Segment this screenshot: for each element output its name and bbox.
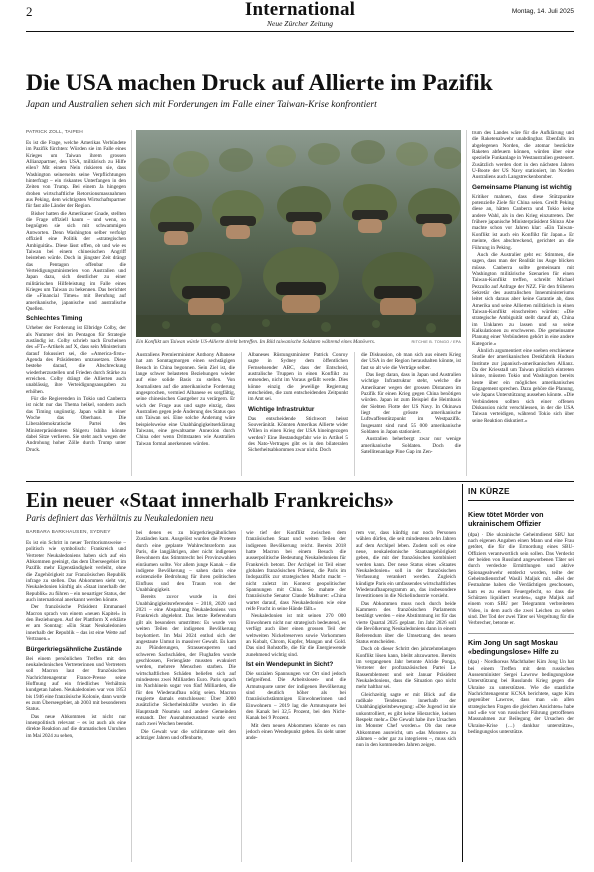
article1-col5: [472, 130, 574, 476]
page-number: 2: [26, 4, 33, 19]
paragraph: wie tief der Konflikt zwischen dem französischen Staat und weiten Teilen der indigenen Bevölkerung reicht. Bereits 2018 hatte Macron bei einem Besuch die ausserpolitische Bedeutung Neukaledoniens für Frankreich betont. Der Archipel ist Teil einer globalen französischen Präsenz, die Paris im Indopazifik zur strategischen Macht macht – nicht zuletzt im Kontext geopolitischer Spannungen mit China. So mahnte der französische Senator Claude Malhuret: «China wartet darauf, dass Neukaledonien wie eine reife Frucht in seine Hände fällt.»: [246, 530, 346, 613]
column-divider: [241, 530, 242, 862]
paragraph: Doch ob dieser Schritt den jahrzehntelangen Konflikt lösen kann, bleibt abzuwarten. Bereits im vergangenen Jahr betonte Alcide Ponga, Vertreter der profranzösischen Partei Le Rassemblement und seit Januar Präsident Neukaledoniens, dass die Situation quo nicht mehr haltbar sei.: [356, 646, 456, 691]
masthead: [26, 0, 574, 30]
subheading: Gemeinsame Planung ist wichtig: [472, 183, 572, 191]
paragraph: Die sozialen Spannungen vor Ort sind jedoch tiefgreifend. Die Arbeitslosen- und die Armutsquote unter der indigenen Bevölkerung sind deutlich höher als bei französischstämmigen Einwohnerinnen und Einwohnern – 2019 lag die Armutsquote bei den Kanak bei 32,5 Prozent, bei den Nicht-Kanak bei 9 Prozent.: [246, 670, 346, 722]
brief-section-title: IN KÜRZE: [468, 484, 574, 501]
column-divider: [131, 530, 132, 862]
article2-col4: [356, 530, 456, 862]
subheading: Bürgerkriegsähnliche Zustände: [26, 645, 122, 653]
article1-subhead: Japan und Australien sehen sich mit Forderungen im Falle einer Taiwan-Krise konfrontiert: [26, 99, 377, 110]
paragraph: Der französische Präsident Emmanuel Macron sprach von einem «neuen Kapitel» in den Beziehungen. Auf der Plattform X erklärte er am Sonntag: «Ein Staat Neukaledonien innerhalb der Republik – das ist eine Wette auf Vertrauen.»: [26, 604, 126, 643]
article-separator: [26, 481, 574, 482]
article1-col1: [26, 140, 126, 475]
soldiers-photo-image: [136, 130, 461, 337]
column-divider: [351, 530, 352, 862]
paper-name: Neue Zürcher Zeitung: [267, 19, 333, 28]
photo-credit: RITCHIE B. TONGO / EPA: [411, 340, 461, 344]
article2-subhead: Paris definiert das Verhältnis zu Neukaledonien neu: [26, 513, 214, 523]
brief-panel: [468, 484, 574, 862]
subheading: Wichtige Infrastruktur: [248, 405, 315, 413]
brief-divider: [468, 633, 574, 634]
paragraph: Es ist ein Schritt in neuer Territoriumsweise – politisch wie symbolisch: Frankreich und Vertreter Neukaledoniens haben sich auf ein Abkommen geeinigt, das dem Überseegebiet im Pazifik mehr Eigenständigkeit verleiht, ohne die Zugehörigkeit zur Französischen Republik infrage zu stellen. Das Abkommen sieht vor, Neukaledonien künftig als «Staat innerhalb der Republik» zu führen – ein neuartiger Status, der auch international anerkannt werden könnte.: [26, 540, 126, 604]
article1-photo-caption: [136, 339, 461, 345]
paragraph: Ähnlich argumentiert eine soeben erschienene Studie der amerikanischen Denkfabrik Hudson Institute zur japanisch-amerikanischen Allianz. Da der Kriesstall um Taiwan plötzlich eintreten könne, müssten Tokio und Washington bereits heute über ein mögliches amerikanisches Engagement sprechen. Dazu gehöre die Planung, wie Japans Unterstützung aussehen könnte. «Die Verbündeten sollten sich einer offenen Diskussion nicht verschliessen, in der die USA Taiwan verteidigen, während Tokio sich über seine Reaktion diskutiert.»: [472, 348, 574, 424]
brief-item-text: (dpa) · Nordkoreas Machthaber Kim Jong Un hat bei einem Treffen mit dem russischen Aussenminister Sergei Lawrow bedingungslose Unterstützung bei Russlands Krieg gegen die Ukraine zu unterstützen. Wie die staatliche Nachrichtenagentur KCNA berichtete, sagte Kim gegenüber Lawrow, dass man «in allen strategischen Fragen die gleichen Ansichten» habe und «die vor von russischer Führung getroffenen Massnahmen zur Beilegung der Ursachen der Ukraine-Krise (…) dankbar unterstütze», bedingungslos unterstütze.: [468, 659, 574, 736]
column-divider: [131, 130, 132, 476]
article2-col3: [246, 530, 346, 862]
paragraph: Die Gewalt war die schlimmste seit den achtziger Jahren und offenbarte,: [136, 728, 236, 741]
article2-headline: Ein neuer «Staat innerhalb Frankreichs»: [26, 488, 394, 512]
brief-item-title: Kim Jong Un sagt Moskau «bedingungslose» Hilfe zu: [468, 637, 559, 656]
caption-text: Ein Konflikt um Taiwan würde US-Allierte direkt betreffen. Im Bild taiwanische Soldaten während eines Manövers.: [136, 339, 376, 345]
article2-col1: [26, 540, 126, 862]
paragraph: Das liegt daran, dass in Japan und Australien wichtige Infrastruktur steht, welche die Amerikaner wegen der grossen Distanzen im Pazifik für einen Krieg gegen China benötigen würden. Japan ist zum Beispiel die Heimbasis der Siebten Flotte der US Navy. In Okinawa liegt der grösste amerikanische Luftwaffenstützpunkt im Westpazifik. Insgesamt sind rund 55 000 amerikanische Soldaten in Japan stationiert.: [361, 372, 461, 436]
paragraph: Das Abkommen muss noch durch beide Kammern des französischen Parlaments bestätigt werden – eine Abstimmung ist für das vierte Quartal 2025 geplant. Im Jahr 2026 soll die Bevölkerung Neukaledoniens dann in einem Referendum über die Umsetzung des neuen Status entscheiden.: [356, 600, 456, 645]
brief-item-text: (dpa) · Die ukrainische Geheimdienst SBU hat nach eigenen Angaben einen Mann und eine Frau getötet, die für die Ermordung eines SBU-Offiziers verantwortlich sein sollen. Das Verdeckt der beiden von Russland angeworbenen Täter sei durch verdeckte Ermittlungen und aktive Spionageabwehr entdeckt worden, teilte der Geheimdienstchef Wasili Maljuk mit. «Bei der Festnahme haben die Verdächtigen geschossen, kam es zu einem Feuergefecht, so dass die Schützen liquidiert wurden», sagte Maljuk auf einem vom SBU per Telegramm verbreiteten Video, in dem auch die zwei Leichen zu sehen sind. Der Tod der zwei Täter sei Vergeltung für die Verbrecher, betonte er.: [468, 531, 574, 627]
paragraph: Australiens Premierminister Anthony Albanese hat am Sonntagmorgen einen sechstägigen Besuch in China begonnen. Sein Ziel ist, die lange schwer belasteten Beziehungen wieder auf eine solide Basis zu stellen. Von Journalisten auf die amerikanische Forderung angesprochen, vermied Albanese es sorgfältig, seine chinesischen Gastgeber zu verärgern. Er wich der Frage aus und sagte einzig, dass Australien gegen jede Änderung des Status quo um Taiwan sei. Eine solche Änderung wäre beispielsweise eine Unabhängigkeitserklärung Taiwans, eine gewaltsame Annexion durch China oder wenn Drittstaaten wie Australien Taiwan formal anerkennen würden.: [136, 352, 235, 447]
paragraph: Gleichzeitig sagte er mit Blick auf die radikale Tendenzen innerhalb der Unabhängigkeitsbewegung: «Die Jugend ist nie unkontrolliert, es gibt keine Hierarchie, keinen Respekt mehr.» Die Gewalt habe ihre Ursachen im Monster Chef worden.» Ob das neue Abkommen ausreicht, um «das Monster» zu zähmen – oder gar zu integrieren –, muss sich nun in den kommenden Jahren zeigen.: [356, 691, 456, 749]
brief-item-title: Kiew tötet Mörder von ukrainischem Offizier: [468, 510, 544, 528]
article2-byline: BARBARA BARKHAUSEN, SYDNEY: [26, 530, 111, 535]
subheading: Ist ein Wendepunkt in Sicht?: [246, 660, 334, 668]
article1-photo: [136, 130, 461, 337]
paragraph: Mit dem neuen Abkommen könnte es nun jedoch einen Wendepunkt geben. Es sieht unter ande-: [246, 722, 346, 742]
paragraph: bei denen es zu bürgerkriegsähnlichen Zuständen kam. Ausgelöst wurden die Proteste durch eine geplante Wahlrechtsreform aus Paris, die langjährigen, aber nicht indigenen Bewohnern das Stimmrecht bei Provinzwahlen einräumen sollte. Vor allem junge Kanak – die indigene Bevölkerung – sahen darin eine existenzielle Bedrohung für ihren politischen Einfluss und den Traum von der Unabhängigkeit.: [136, 530, 236, 594]
column-divider: [466, 130, 467, 476]
issue-date: Montag, 14. Juli 2025: [511, 8, 574, 15]
column-divider: [241, 352, 242, 476]
masthead-rule: [26, 31, 574, 32]
paragraph: Bisher hatten die Amerikaner Gnade, stellten die Frage offiziell kaum – und wenn, so begnügten sie sich mit schwammigen Antworten. Denn Washington selber verfolgt offiziell eine Politik der «strategischen Ambiguität». Diese lässt offen, ob und wie es Taiwan bei einem chinesischen Angriff beistehen würde. Doch in jüngster Zeit drängt das Pentagon offenbar die Verteidigungsministerien von Australien und Japan dazu, sich deutlicher zu einer militärischen Hilfeleistung im Falle eines Krieges um Taiwan zu bekennen. Das berichtet die «Financial Times» mit Berufung auf amerikanische, japanische und australische Quellen.: [26, 210, 126, 312]
subheading: Schlechtes Timing: [26, 315, 83, 323]
article1-col3: [248, 352, 348, 476]
paragraph: Das neue Abkommen ist nicht nur innenpolitisch relevant – es ist auch als eine direkte Reaktion auf die dramatischen Unruhen im Mai 2024 zu sehen,: [26, 713, 126, 739]
paragraph: Es ist die Frage, welche Amerikas Verbündete im Pazifik fürchten: Würden sie im Falle eines Krieges um Taiwan ihrem grossen Allianzpartner, den USA, militärisch zu Hilfe eilen? Mit einem Nein riskieren sie, dass Washington seinerseits seine Verpflichtungen hinterfragt – ein riskantes Unterfangen in den Zeiten von Trump. Bei einem Ja hingegen drohen wirtschaftliche Retorsionsmassnahmen aus Peking, dem wichtigsten Wirtschaftspartner für fast alle Länder der Region.: [26, 140, 126, 210]
brief-vertical-rule: [462, 484, 463, 862]
paragraph: Australien beherbergt zwar nur wenige amerikanische Soldaten. Doch die Satellitenanlage Pine Gap im Zen-: [361, 436, 461, 456]
paragraph: Das entscheidende Stichwort heisst Souveränität. Könnten Amerikas Allierte wider Willen in einen Krieg der USA hineingezogen werden? Eine Bestandsgefahr wie in Artikel 5 des Nato-Vertrages gibt es in den bilateralen Sicherheitsabkommen zwar nicht. Doch: [248, 415, 348, 454]
paragraph: trum des Landes wäre für die Aufklärung und die Raketenabwehr unabdingbar. Ebenfalls im abgelegenen Norden, die atomar bestückte Raketen abfeuern können, würden über eine spezielle Funkanlage in Westaustralien gesteuert. Zusätzlich werden dort in den nächsten Jahren U-Boote der US Navy stationiert, im Norden Australiens auch Langstreckenbomber.: [472, 130, 574, 181]
paragraph: Urheber der Forderung ist Elbridge Colby, der als Nummer drei im Pentagon für Strategie zuständig ist. Colby schrieb nach Erscheinen des «FT»-Artikels auf X, dass sein Ministerium darauf fokussiert sei, die «America-first»-Agenda des Präsidenten umzusetzen. Diese bestehe darauf, die Abschreckung wiederherzustellen und Frieden durch Stärke zu erreichen. Colby drängt die Allierten auch unablässig, ihre Verteidigungsausgaben zu erhöhen.: [26, 325, 126, 395]
paragraph: Kritiker mahnen, dass diese Stützpunkte potenzielle Ziele für China seien. Greift Peking diese an, hätten Canberra und Tokio keine andere Wahl, als in den Krieg einzutreten. Der frühere japanische Ministerpräsident Shinzo Abe machte schon vor Jahren klar: «Ein Taiwan-Konflikt ist auch ein Konflikt für Japan.» Er meinte, dies abschreckend, gerichtet an die Führung in Peking.: [472, 193, 574, 251]
article1-headline: Die USA machen Druck auf Allierte im Pazifik: [26, 70, 493, 96]
paragraph: Albaneses Rüstungsminister Patrick Conroy sagte in Sydney dem öffentlichen Fernsehsender ABC, dass der Entscheid, australische Truppen in einen Konflikt zu entsenden, nicht im Voraus gefällt werde. Dies könne einzig die jeweilige Regierung entscheiden, die zum entscheidenden Zeitpunkt im Amt sei.: [248, 352, 348, 403]
paragraph: Neukaledonien ist mit seinen 270 000 Einwohnern nicht nur strategisch bedeutend, es verfügt auch über einen grossen Teil der weltweiten Nickelreserven sowie Vorkommen an Kobalt, Chrom, Kupfer, Mangan und Gold. Das sind Rohstoffe, die für die Energiewende zunehmend wichtig sind.: [246, 613, 346, 658]
paragraph: rem vor, dass künftig nur noch Personen wählen dürfen, die seit mindestens zehn Jahren auf dem Archipel leben. Zudem soll es eine neue, neukaledonische Staatsangehörigkeit geben, die mit der französischen kombiniert werden kann. Der neue Status eines «Staates Neukaledonien» soll in der französischen Verfassung verankert werden. Zugleich kündigte Paris ein umfassendes wirtschaftliches Wiederaufbauprogramm an, das insbesondere Investitionen in die Nickelindustrie vorsieht.: [356, 530, 456, 600]
column-divider: [354, 352, 355, 476]
paragraph: Für die Regierenden in Tokio und Canberra ist nicht nur das Thema heikel, sondern auch das Timing ungünstig. Japan wählt in einer Woche das Oberhaus. Die Liberaldemokratische Partei des Ministerpräsidenten Shigeru Ishiba könnte dabei Sitze verlieren. Sie steht auch wegen der Androhung hoher Zölle durch Trump unter Druck.: [26, 396, 126, 453]
paragraph: Auch die Australier geht es: Stimmen, die sagen, dass man der Realität ins Auge blicken müsse. Canberra sollte gemeinsam mit Washington militärische Szenarien für einen Taiwan-Konflikt treffen, schreibt Michael Pezzullo auf Anfrage der NZZ. Für den früheren Sekretär des australischen Innenministeriums leitet sich daraus aber keine Garantie ab, dass Amerika und seine Allierten militärisch in einen Taiwan-Konflikt einschreiten würden: «Die strategische Ambiguität stellt darauf ab, China im Unklaren zu lassen und so seine Kalkulationen zu erschweren. Die gemeinsame Planung einer Verbündeten gehört in eine andere Kategorie.»: [472, 251, 574, 347]
article1-col2: [136, 352, 235, 476]
article1-byline: PATRICK ZOLL, TAIPEH: [26, 130, 83, 135]
article2-col2: [136, 530, 236, 862]
paragraph: Bereits zuvor wurde in drei Unabhängigkeitsreferenden – 2018, 2020 und 2021 – eine Abspaltung Neukaledoniens von Frankreich abgelehnt. Das letzte Referendum gilt als besonders umstritten: Es wurde von weiten Teilen der indigenen Bevölkerung boykottiert. Im Mai 2024 entlud sich der angestaute Unmut in massiver Gewalt. Es kam zu Plünderungen, Strassensperren und schweren Sachschäden, der Flughafen wurde geschlossen, Feriengäste mussten evakuiert werden, mehrere Menschen starben. Die wirtschaftlichen Schäden beliefen sich auf mindestens zwei Milliarden Euro. Paris sprach im Nachhinein sogar von fünf Milliarden, die für den Wiederaufbau nötig seien. Macron reagierte damals entschlossen: Über 3000 zusätzliche Sicherheitskräfte wurden in die Hauptstadt Nouméa und andere Gemeinden entsandt. Der Ausnahmezustand wurde erst nach zwei Wochen beendet.: [136, 594, 236, 728]
paragraph: Bei einem persönlichen Treffen mit den neukaledonischen Vertreterinnen und Vertretern soll Macron laut der französischen Nachrichtenagentur France-Presse seine Hoffnung auf ein friedliches Verhältnis kundgetan haben. Neukaledonien war von 1853 bis 1946 eine französische Kolonie, dann wurde es zum Überseegebiet, ab 2003 mit besonderem Status.: [26, 655, 126, 713]
section-title: International: [244, 0, 356, 20]
article1-col4: [361, 352, 461, 476]
paragraph: die Diskussion, ob man sich aus einem Krieg der USA in der Region heraushalten könnte, ist fast so alt wie die Verträge selber.: [361, 352, 461, 371]
